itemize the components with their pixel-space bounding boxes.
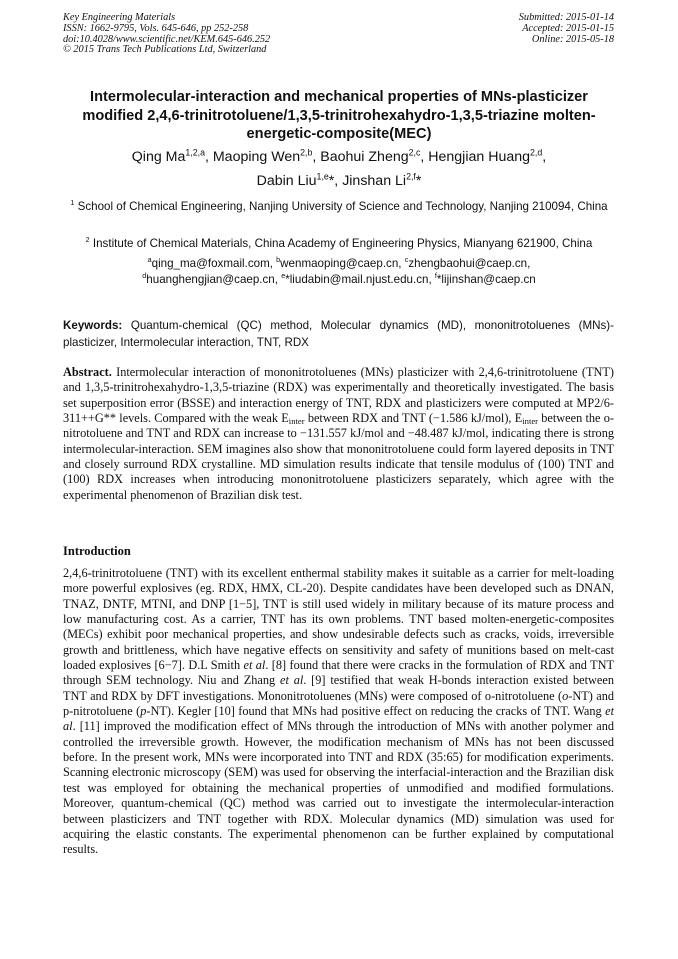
- keywords-text: Quantum-chemical (QC) method, Molecular dynamics (MD), mononitrotoluenes (MNs)-plasticizer, Intermolecular interaction, TNT, RDX: [63, 319, 614, 349]
- online-date: Online: 2015-05-18: [531, 33, 614, 45]
- author: Jinshan Li$^{2,f}$*: [342, 171, 422, 189]
- copyright-line: © 2015 Trans Tech Publications Ltd, Switzerland: [63, 44, 267, 56]
- affiliation-1: $^1$ School of Chemical Engineering, Nanjing University of Science and Technology, Nanjing 210094, China: [70, 198, 608, 213]
- abstract-label: Abstract.: [63, 365, 112, 379]
- issn-line: ISSN: 1662-9795, Vols. 645-646, pp 252-258: [63, 22, 249, 34]
- doi-line: doi:10.4028/www.scientific.net/KEM.645-646.252: [63, 33, 271, 45]
- author: Dabin Liu$^{1,e}$*,: [256, 171, 343, 189]
- journal-header-right: [519, 13, 614, 45]
- section-heading-introduction: Introduction: [63, 544, 131, 558]
- accepted-date: Accepted: 2015-01-15: [522, 22, 614, 34]
- introduction-paragraph: 2,4,6-trinitrotoluene (TNT) with its excellent enthermal stability makes it suitable as a carrier for melt-loading more powerful explosives (eg. RDX, HMX, CL-20). Despite candidates have been developed such as DNAN, TNAZ, DNTF, MTNI, and DNP [1−5], TNT is still used widely in military because of its mature process and low manufacturing cost. As a carrier, TNT has its own problems. TNT based molten-energetic-composites (MECs) exhibit poor mechanical properties, and show undesirable defects such as cracks, voids, irreversible growth and brittleness, which have negative effects on sensitivity and safety of munitions based on melt-cast loaded explosives [6−7]. D.L Smith et al. [8] found that there were cracks in the formulation of RDX and TNT through SEM technology. Niu and Zhang et al. [9] testified that weak H-bonds interaction existed between TNT and RDX by DFT investigations. Mononitrotoluenes (MNs) were composed of o-nitrotoluene (o-NT) and p-nitrotoluene (p-NT). Kegler [10] found that MNs had positive effect on reducing the cracks of TNT. Wang et al. [11] improved the modification effect of MNs through the introduction of MNs with another polymer and controlled the irreversible growth. However, the modification mechanism of MNs has not been discussed before. In the present work, MNs were incorporated into TNT and RDX (35:65) for modification experiments. Scanning electronic microscopy (SEM) was used for observing the interfacial-interaction and the Brazilian disk test was employed for obtaining the mechanical properties of unmodified and modified formulations. Moreover, quantum-chemical (QC) method was carried out to investigate the intermolecular-interaction between plasticizers and TNT together with RDX. Molecular dynamics (MD) simulation was used for acquiring the elastic constants. The experimental phenomenon can be further explained by computational results.: [63, 566, 614, 857]
- author-emails: $^a$qing_ma@foxmail.com, $^b$wenmaoping@caep.cn, $^c$zhengbaohui@caep.cn, $^d$huanghengjian@caep.cn, $^e$*liudabin@mail.njust.edu.cn, $^f$*lijinshan@caep.cn: [142, 255, 536, 286]
- author-list: [63, 145, 615, 193]
- journal-header-left: [63, 13, 270, 56]
- paper-title: Intermolecular-interaction and mechanical properties of MNs-plasticizer modified 2,4,6-trinitrotoluene/1,3,5-trinitrohexahydro-1,3,5-triazine molten-energetic-composite(MEC): [82, 89, 596, 143]
- abstract: Abstract. Intermolecular interaction of mononitrotoluenes (MNs) plasticizer with 2,4,6-trinitrotoluene (TNT) and 1,3,5-trinitrohexahydro-1,3,5-triazine (RDX) was experimentally and theoretically investigated. The basis set superposition error (BSSE) and interaction energy of TNT, RDX and plasticizers were computed at MP2/6-311++G** levels. Compared with the weak $E_{inter}$ between RDX and TNT (−1.586 kJ/mol), $E_{inter}$ between the o-nitrotoluene and TNT and RDX can increase to −131.557 kJ/mol and −48.487 kJ/mol, indicating there is strong intermolecular-interaction. SEM imagines also show that mononitrotoluene could form layered deposits in TNT and closely surround RDX crystalline. MD simulation results indicate that tensile modulus of (100) TNT and (100) RDX increases when introducing mononitrotoluene plasticizers separately, which agree with the experimental phenomenon of Brazilian disk test.: [63, 365, 614, 502]
- keywords: [63, 317, 614, 351]
- journal-name: Key Engineering Materials: [63, 12, 176, 23]
- author: Baohui Zheng$^{2,c}$,: [320, 147, 429, 165]
- submitted-date: Submitted: 2015-01-14: [518, 12, 614, 23]
- author: Maoping Wen$^{2,b}$,: [212, 147, 321, 165]
- keywords-label: Keywords:: [63, 319, 123, 332]
- affiliation-2: $^2$ Institute of Chemical Materials, China Academy of Engineering Physics, Mianyang 621900, China: [85, 235, 593, 250]
- author: Qing Ma$^{1,2,a}$,: [131, 147, 213, 165]
- author: Hengjian Huang$^{2,d}$,: [428, 147, 547, 165]
